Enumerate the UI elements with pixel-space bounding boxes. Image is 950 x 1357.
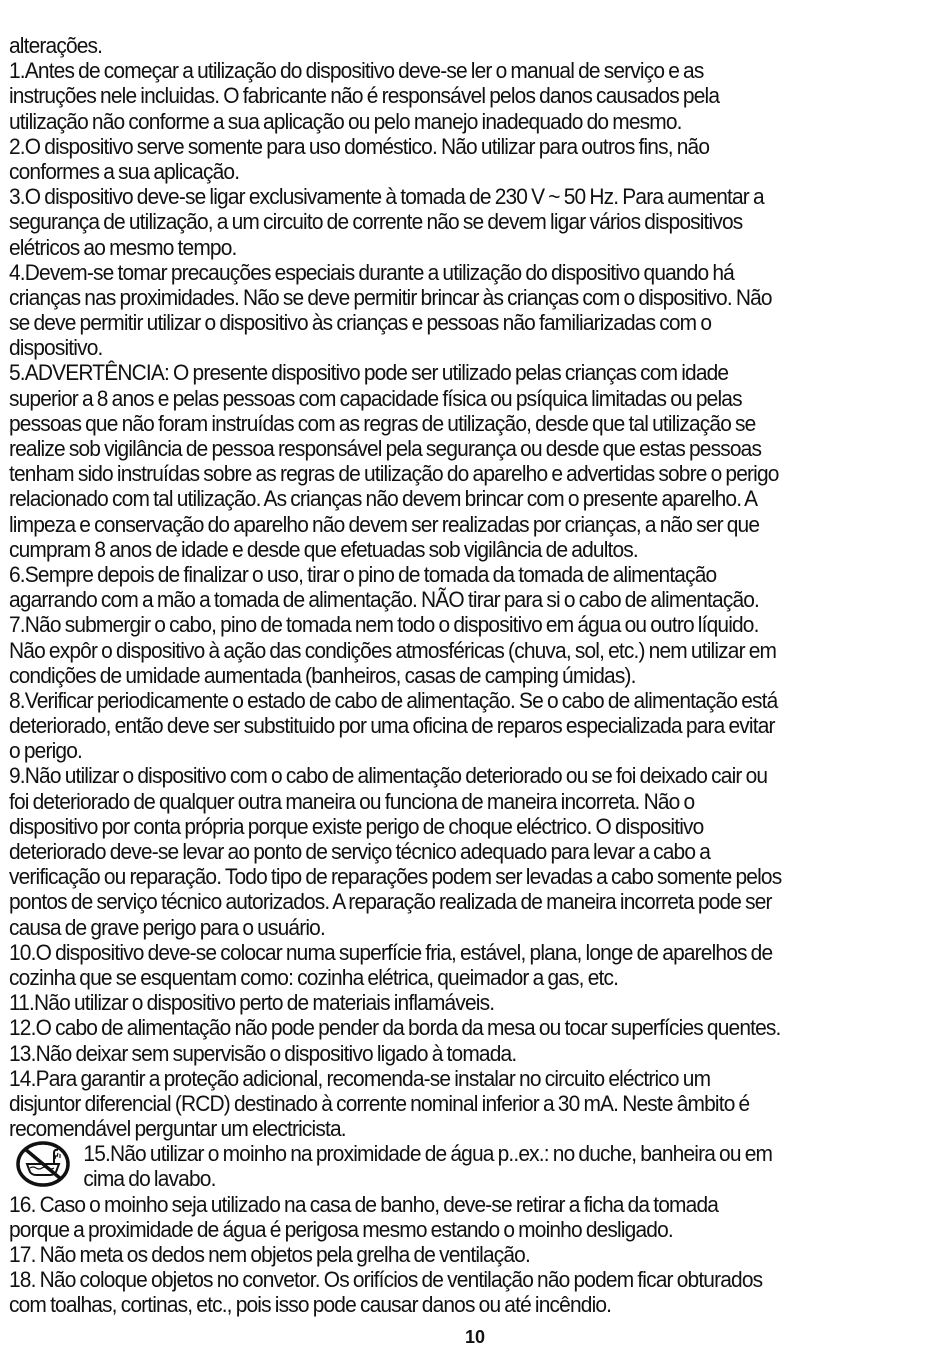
text-line: 16. Caso o moinho seja utilizado na casa de banho, deve-se retirar a ficha da tomada	[9, 1191, 719, 1217]
text-line: cima do lavabo.	[83, 1166, 216, 1192]
text-line: deteriorado, então deve ser substituido por uma oficina de reparos especializada para evitar	[9, 713, 775, 739]
text-line: utilização não conforme a sua aplicação ou pelo manejo inadequado do mesmo.	[9, 108, 682, 134]
text-line: realize sob vigilância de pessoa responsável pela segurança ou desde que estas pessoas	[9, 436, 762, 461]
text-line: condições de umidade aumentada (banheiros, casas de camping úmidas).	[9, 662, 636, 688]
text-line: alterações.	[9, 33, 103, 58]
text-line: 15.Não utilizar o moinho na proximidade de água p..ex.: no duche, banheira ou em	[83, 1141, 773, 1167]
text-line: agarrando com a mão a tomada de alimentação. NÃO tirar para si o cabo de alimentação.	[9, 587, 760, 613]
text-line: instruções nele incluidas. O fabricante não é responsável pelos danos causados pela	[9, 83, 720, 109]
text-line: 4.Devem-se tomar precauções especiais durante a utilização do dispositivo quando há	[9, 259, 734, 285]
text-line: 17. Não meta os dedos nem objetos pela grelha de ventilação.	[9, 1242, 530, 1267]
text-line: verificação ou reparação. Todo tipo de reparações podem ser levadas a cabo somente pelos	[9, 864, 782, 890]
text-line: limpeza e conservação do aparelho não devem ser realizadas por crianças, a não ser que	[9, 511, 760, 537]
text-line: 3.O dispositivo deve-se ligar exclusivamente à tomada de 230 V ~ 50 Hz. Para aumentar a	[9, 184, 764, 210]
text-line: causa de grave perigo para o usuário.	[9, 914, 325, 940]
text-line: dispositivo por conta própria porque existe perigo de choque eléctrico. O dispositivo	[9, 813, 704, 839]
text-line: 10.O dispositivo deve-se colocar numa superfície fria, estável, plana, longe de aparelhos de	[9, 939, 773, 965]
text-line: 12.O cabo de alimentação não pode pender da borda da mesa ou tocar superfícies quentes.	[9, 1015, 781, 1041]
text-line: com toalhas, cortinas, etc., pois isso pode causar danos ou até incêndio.	[9, 1292, 612, 1318]
text-line: 14.Para garantir a proteção adicional, recomenda-se instalar no circuito eléctrico um	[9, 1065, 711, 1091]
text-line: 1.Antes de começar a utilização do dispositivo deve-se ler o manual de serviço e as	[9, 58, 704, 84]
text-line: 5.ADVERTÊNCIA: O presente dispositivo pode ser utilizado pelas crianças com idade	[9, 360, 729, 386]
text-line: o perigo.	[9, 738, 82, 764]
text-line: 18. Não coloque objetos no convetor. Os orifícios de ventilação não podem ficar obturados	[9, 1267, 763, 1293]
text-line: 13.Não deixar sem supervisão o dispositivo ligado à tomada.	[9, 1040, 517, 1066]
text-line: porque a proximidade de água é perigosa mesmo estando o moinho desligado.	[9, 1216, 673, 1242]
text-line: Não expôr o dispositivo à ação das condições atmosféricas (chuva, sol, etc.) nem utilizar em	[9, 637, 777, 663]
text-line: foi deteriorado de qualquer outra maneira ou funciona de maneira incorreta. Não o	[9, 788, 695, 814]
page-number: 10	[464, 1327, 486, 1347]
text-line: recomendável perguntar um electricista.	[9, 1116, 346, 1142]
text-line: cozinha que se esquentam como: cozinha elétrica, queimador a gas, etc.	[9, 964, 619, 990]
manual-text-body	[9, 33, 944, 1318]
text-line: segurança de utilização, a um circuito de corrente não se devem ligar vários dispositivos	[9, 209, 743, 235]
text-line: se deve permitir utilizar o dispositivo às crianças e pessoas não familiarizadas com o	[9, 310, 712, 336]
text-line: 11.Não utilizar o dispositivo perto de materiais inflamáveis.	[9, 990, 495, 1016]
text-line: deteriorado deve-se levar ao ponto de serviço técnico adequado para levar a cabo a	[9, 839, 711, 864]
text-line: conformes a sua aplicação.	[9, 158, 240, 184]
text-line: 8.Verificar periodicamente o estado de cabo de alimentação. Se o cabo de alimentação está	[9, 687, 778, 713]
text-line: pessoas que não foram instruídas com as regras de utilização, desde que tal utilização se	[9, 410, 756, 436]
text-line: 9.Não utilizar o dispositivo com o cabo de alimentação deteriorado ou se foi deixado cair ou	[9, 763, 768, 789]
no-water-bath-icon	[14, 1140, 72, 1188]
text-line: cumpram 8 anos de idade e desde que efetuadas sob vigilância de adultos.	[9, 536, 638, 562]
text-line: elétricos ao mesmo tempo.	[9, 234, 237, 260]
text-line: dispositivo.	[9, 335, 103, 361]
text-line: relacionado com tal utilização. As crianças não devem brincar com o presente aparelho. A	[9, 486, 758, 512]
text-line: 6.Sempre depois de finalizar o uso, tirar o pino de tomada da tomada de alimentação	[9, 561, 717, 587]
text-line: tenham sido instruídas sobre as regras de utilização do aparelho e advertidas sobre o perigo	[9, 461, 779, 487]
text-line: superior a 8 anos e pelas pessoas com capacidade física ou psíquica limitadas ou pelas	[9, 385, 742, 411]
text-line: disjuntor diferencial (RCD) destinado à corrente nominal inferior a 30 mA. Neste âmbito é	[9, 1090, 750, 1116]
text-line: crianças nas proximidades. Não se deve permitir brincar às crianças com o dispositivo. Não	[9, 284, 772, 310]
text-line: pontos de serviço técnico autorizados. A reparação realizada de maneira incorreta pode ser	[9, 889, 772, 915]
text-line: 2.O dispositivo serve somente para uso doméstico. Não utilizar para outros fins, não	[9, 133, 710, 159]
text-line: 7.Não submergir o cabo, pino de tomada nem todo o dispositivo em água ou outro líquido.	[9, 612, 759, 638]
